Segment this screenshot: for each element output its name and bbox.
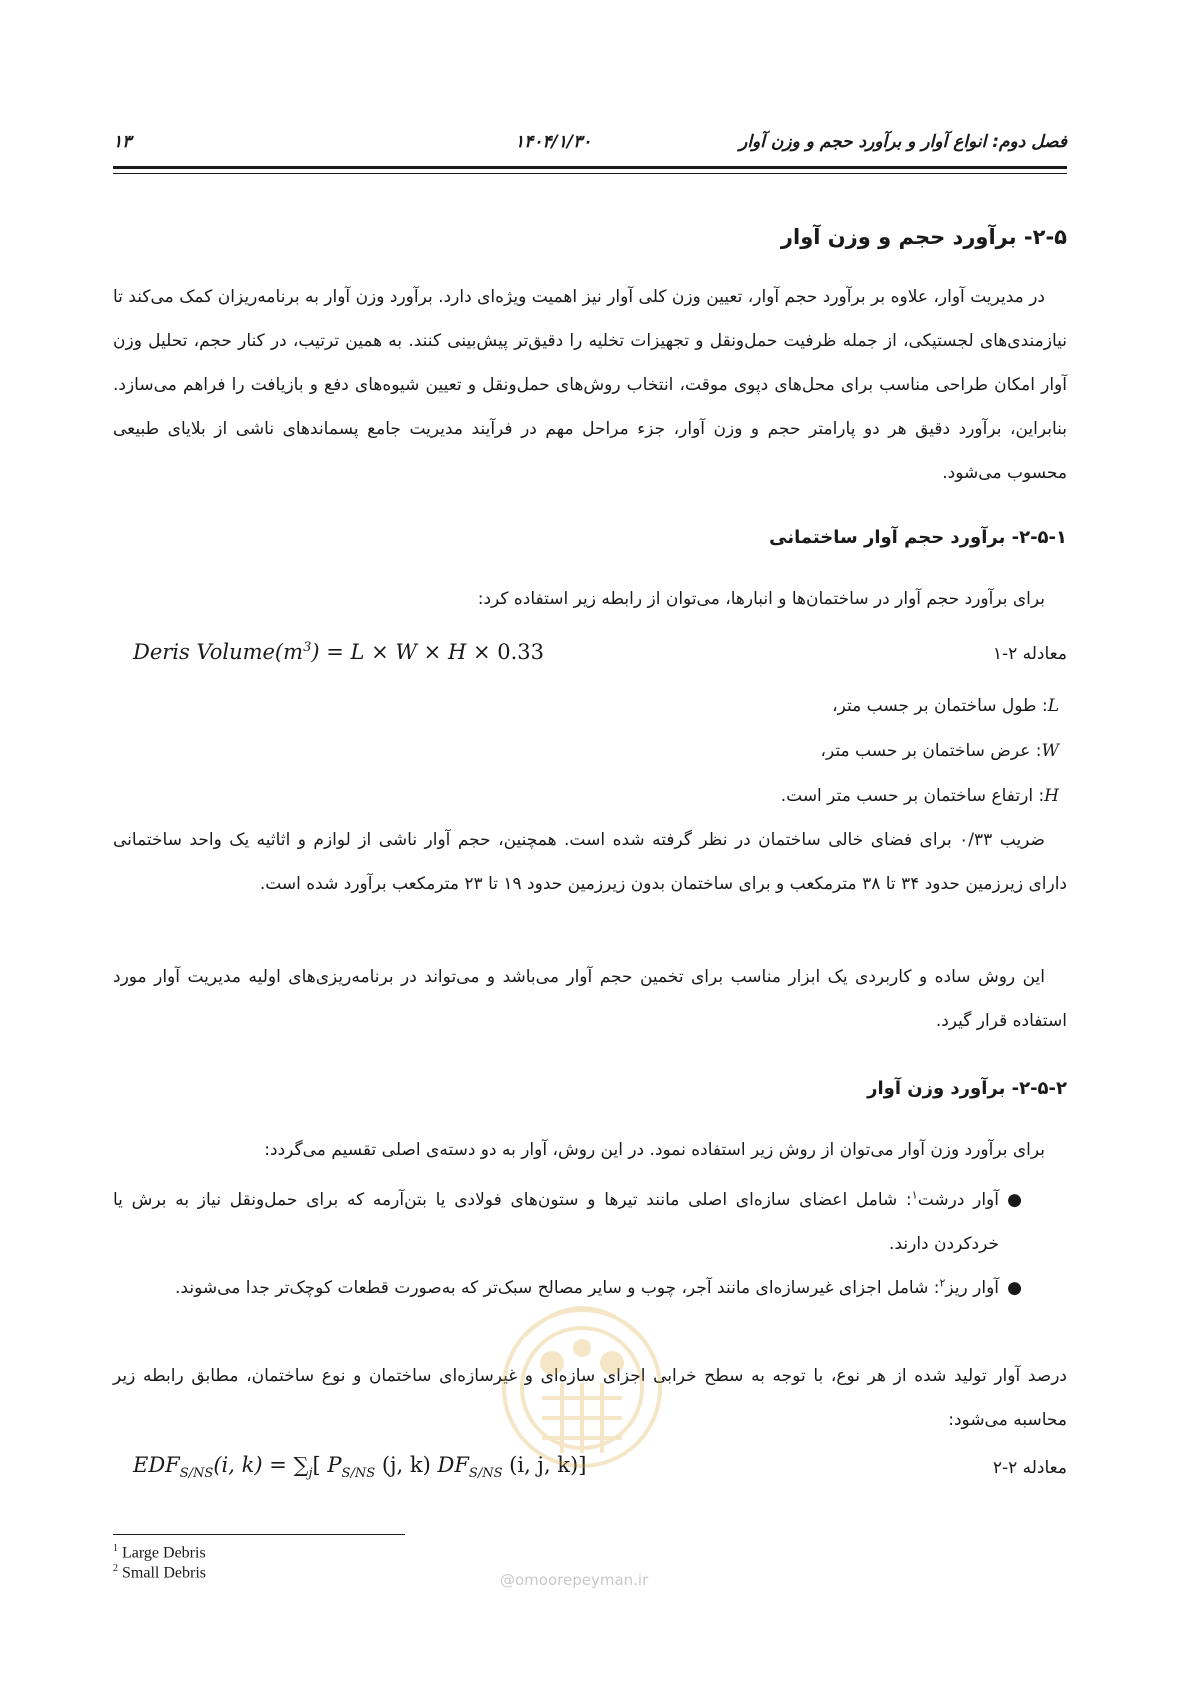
- footnote-rule: [113, 1534, 405, 1535]
- footnote-ref: ۲: [939, 1276, 946, 1290]
- list-item: [113, 1178, 1067, 1266]
- variable-symbol: L: [1047, 696, 1059, 716]
- equation: Deris $Volume(m^3) = L \times W \times H \times 0.33$: [133, 640, 544, 664]
- bullet-text: : شامل اجزای غیرسازه‌ای مانند آجر، چوب و سایر مصالح سبک‌تر که به‌صورت قطعات کوچک‌تر جدا می‌شوند.: [175, 1278, 940, 1298]
- bullet-term: آوار درشت: [917, 1190, 999, 1210]
- equation-label: معادله ۲-۲: [992, 1458, 1067, 1478]
- variable-definition: [832, 696, 1059, 716]
- paragraph: این روش ساده و کاربردی یک ابزار مناسب برای تخمین حجم آوار می‌باشد و می‌تواند در برنامه‌ریزی‌های اولیه مدیریت آوار مورد استفاده قرار گیرد.: [113, 967, 1067, 1031]
- section-heading: ۲-۵- برآورد حجم و وزن آوار: [780, 225, 1067, 249]
- footnote-text: Small Debris: [122, 1564, 206, 1582]
- equation-label: معادله ۲-۱: [992, 644, 1067, 664]
- header-date: ۱۴۰۴/۱/۳۰: [515, 132, 592, 152]
- header-rule-thick: [113, 166, 1067, 169]
- variable-description: : عرض ساختمان بر حسب متر،: [820, 741, 1042, 761]
- watermark-text: @omoorepeyman.ir: [500, 1571, 649, 1589]
- variable-definition: [821, 741, 1059, 761]
- bullet-text: : شامل اعضای سازه‌ای اصلی مانند تیرها و ستون‌های فولادی یا بتن‌آرمه که برای حمل‌ونقل نیاز به برش یا خردکردن دارند.: [113, 1190, 999, 1254]
- variable-symbol: W: [1041, 741, 1059, 761]
- footnote-text: Large Debris: [122, 1544, 206, 1562]
- bullet-icon: ●: [1007, 1190, 1022, 1210]
- header-rule-thin: [113, 173, 1067, 174]
- footnote: [113, 1563, 206, 1582]
- page-number: ۱۳: [113, 132, 132, 152]
- bullet-term: آوار ریز: [945, 1278, 999, 1298]
- variable-description: : ارتفاع ساختمان بر حسب متر است.: [780, 786, 1045, 806]
- variable-symbol: H: [1044, 786, 1059, 806]
- subsection-heading: ۲-۵-۱- برآورد حجم آوار ساختمانی: [769, 527, 1067, 548]
- paragraph: ضریب ۰/۳۳ برای فضای خالی ساختمان در نظر گرفته شده است. همچنین، حجم آوار ناشی از لوازم و اثاثیه یک واحد ساختمانی دارای زیرزمین حدود ۳۴ تا ۳۸ مترمکعب و برای ساختمان بدون زیرزمین حدود ۱۹ تا ۲۳ مترمکعب برآورد شده است.: [113, 830, 1067, 894]
- footnote-ref: ۱: [911, 1188, 918, 1202]
- variable-description: : طول ساختمان بر جسب متر،: [832, 696, 1048, 716]
- bullet-icon: ●: [1007, 1278, 1022, 1298]
- paragraph: درصد آوار تولید شده از هر نوع، با توجه به سطح خرابی اجزای سازه‌ای و غیرسازه‌ای ساختمان و نوع ساختمان، مطابق رابطه زیر محاسبه می‌شود:: [113, 1366, 1067, 1430]
- paragraph: برای برآورد حجم آوار در ساختمان‌ها و انبارها، می‌توان از رابطه زیر استفاده کرد:: [477, 589, 1045, 609]
- footnote: [113, 1543, 206, 1562]
- watermark-logo: [482, 1268, 682, 1498]
- paragraph: برای برآورد وزن آوار می‌توان از روش زیر استفاده نمود. در این روش، آوار به دو دسته‌ی اصلی تقسیم می‌گردد:: [264, 1140, 1045, 1160]
- paragraph: در مدیریت آوار، علاوه بر برآورد حجم آوار، تعیین وزن کلی آوار نیز اهمیت ویژه‌ای دارد. برآورد وزن آوار به برنامه‌ریزان کمک می‌کند تا نیازمندی‌های لجستیکی، از جمله ظرفیت حمل‌ونقل و تجهیزات تخلیه را دقیق‌تر پیش‌بینی کنند. به همین ترتیب، در کنار حجم، تحلیل وزن آوار امکان طراحی مناسب برای محل‌های دپوی موقت، انتخاب روش‌های حمل‌ونقل و تعیین شیوه‌های دفع و بازیافت را فراهم می‌سازد. بنابراین، برآورد دقیق هر دو پارامتر حجم و وزن آوار، جزء مراحل مهم در فرآیند مدیریت جامع پسماندهای ناشی از بلایای طبیعی محسوب می‌شود.: [113, 287, 1067, 483]
- chapter-title: فصل دوم: انواع آوار و برآورد حجم و وزن آوار: [739, 132, 1067, 152]
- footnote-number: 2: [113, 1563, 118, 1574]
- subsection-heading: ۲-۵-۲- برآورد وزن آوار: [867, 1078, 1067, 1099]
- equation: $EDF_{S/NS}(i$, $k) = \sum_j$[ $P_{S/NS}$ (j, k) $DF_{S/NS}$ (i, j, k)]: [133, 1453, 587, 1482]
- footnote-number: 1: [113, 1543, 118, 1554]
- variable-definition: [781, 786, 1059, 806]
